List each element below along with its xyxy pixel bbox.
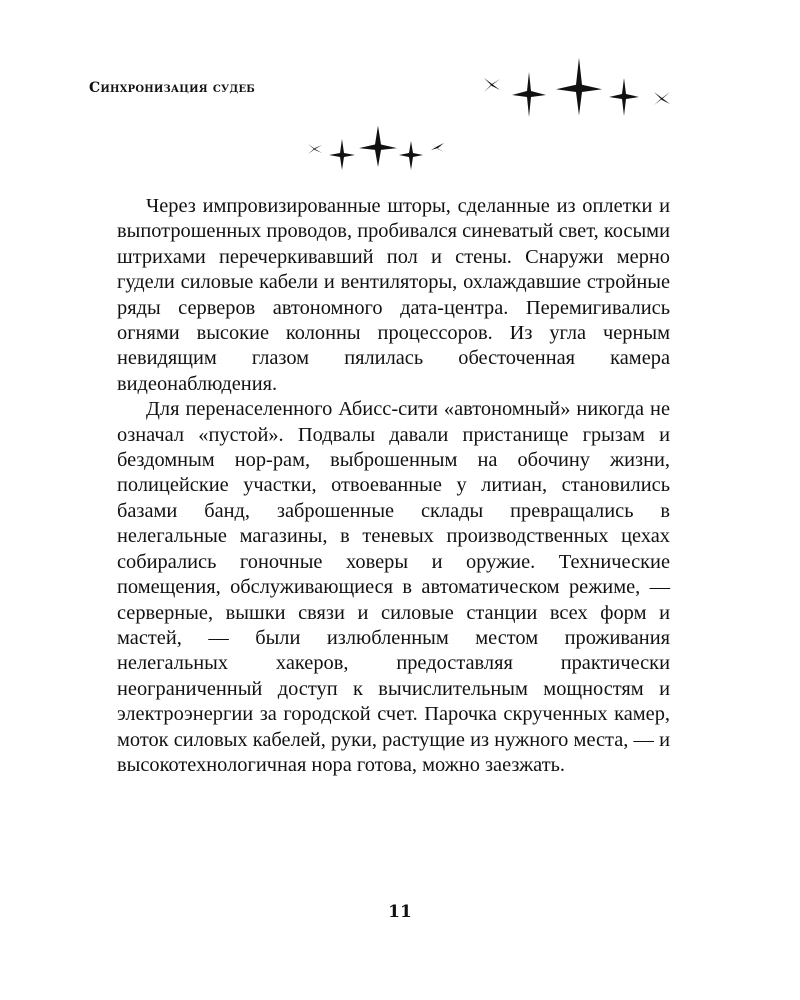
- sparkle-stars-icon: [306, 122, 456, 172]
- paragraph: Для перенаселенного Абисс-сити «автономный» никогда не означал «пустой». Подвалы давали пристанище грызам и бездомным нор-рам, выброшенным на обочину жизни, полицейские участки, отвоеванные у литиан, становились базами банд, заброшенные склады превращались в нелегальные магазины, в теневых производственных цехах собирались гоночные ховеры и оружие. Технические помещения, обслуживающиеся в автоматическом режиме, — серверные, вышки связи и силовые станции всех форм и мастей, — были излюбленным местом проживания нелегальных хакеров, предоставляя практически неограниченный доступ к вычислительным мощностям и электроэнергии за городской счет. Парочка скрученных камер, моток силовых кабелей, руки, растущие из нужного места, — и высокотехнологичная нора готова, можно заезжать.: [117, 398, 670, 776]
- running-title: Синхронизация судеб: [89, 80, 256, 96]
- body-text: [117, 194, 670, 778]
- page-number: 11: [388, 902, 412, 922]
- paragraph: Через импровизированные шторы, сделанные из оплетки и выпотрошенных проводов, пробивался синеватый свет, косыми штрихами перечеркивавший пол и стены. Снаружи мерно гудели силовые кабели и вентиляторы, охлаждавшие стройные ряды серверов автономного дата-центра. Перемигивались огнями высокие колонны процессоров. Из угла черным невидящим глазом пялилась обесточенная камера видеонаблюдения.: [117, 195, 670, 395]
- sparkle-stars-icon: [480, 58, 680, 118]
